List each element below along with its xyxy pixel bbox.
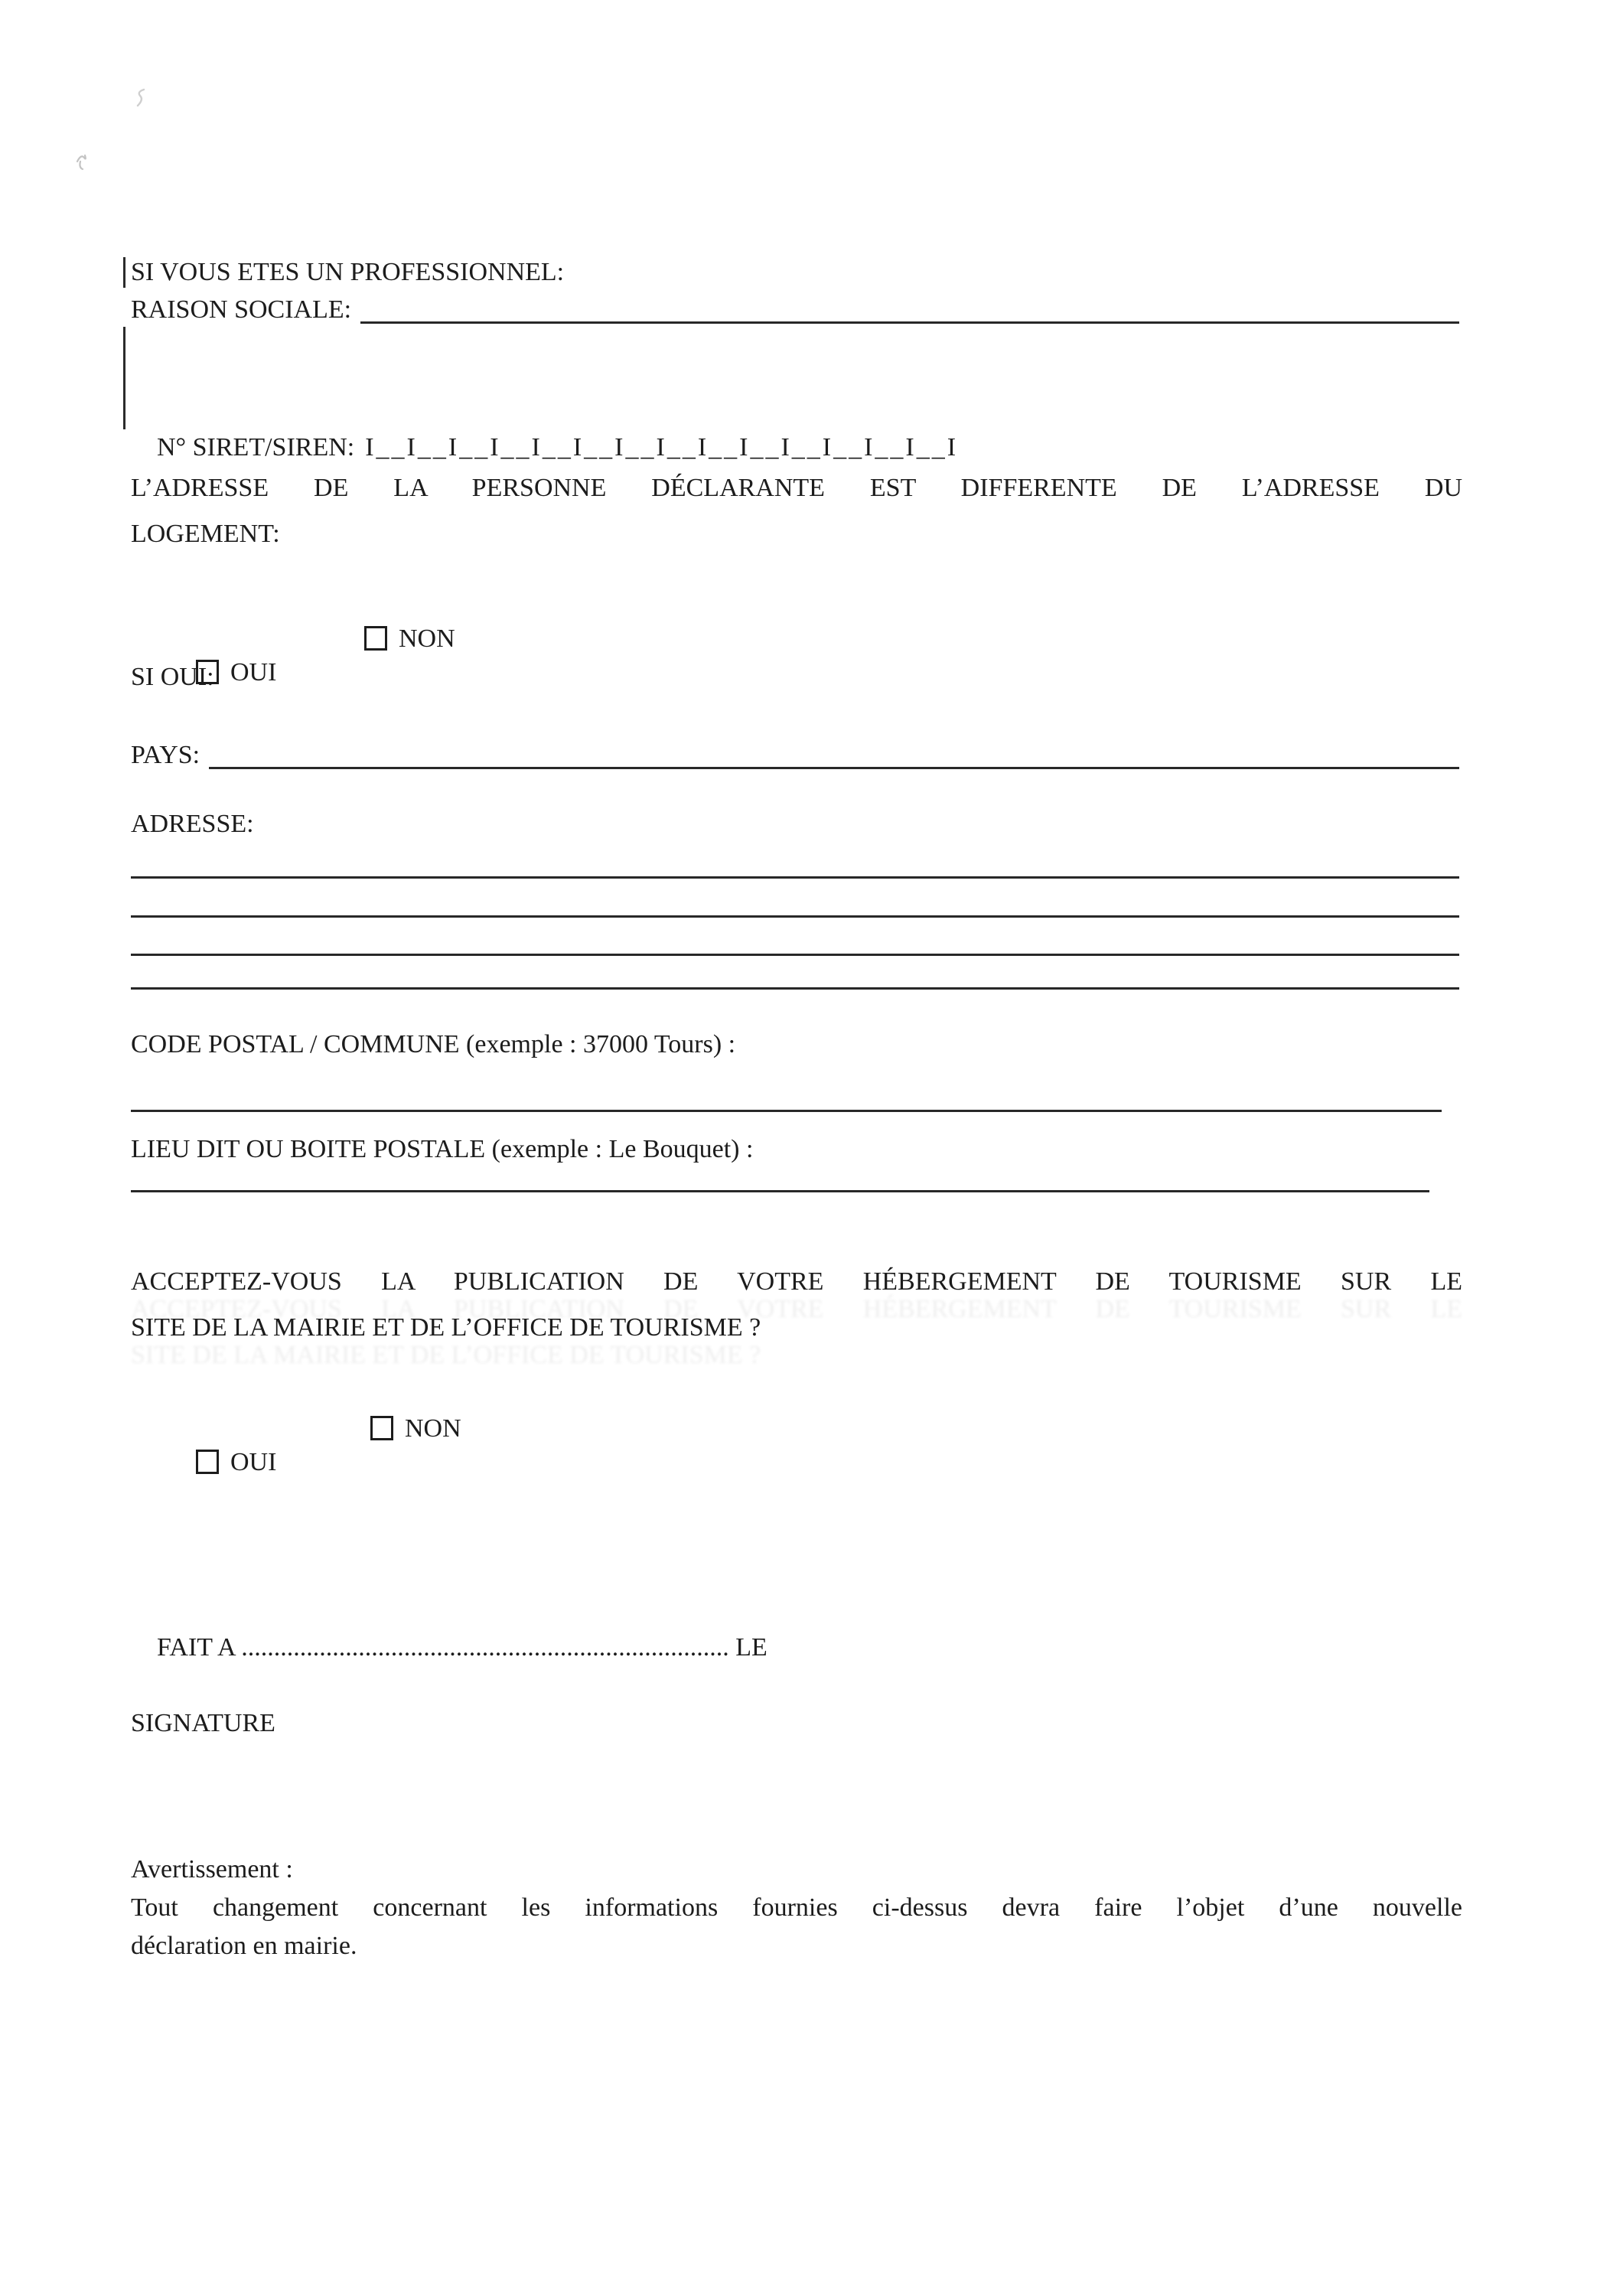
oui-label: OUI — [230, 658, 277, 687]
fait-a-input-dots[interactable]: ........................................................................... — [241, 1633, 729, 1662]
siret-input-boxes[interactable]: I__I__I__I__I__I__I__I__I__I__I__I__I__I__I — [365, 433, 959, 461]
address-question-text: L’ADRESSE DE LA PERSONNE DÉCLARANTE EST DIFFERENTE DE L’ADRESSE DU LOGEMENT: — [131, 474, 1462, 548]
code-postal-input-line[interactable] — [131, 1110, 1442, 1112]
pays-label: PAYS: — [131, 741, 200, 769]
oui-label: OUI — [230, 1448, 277, 1476]
warning-title: Avertissement : — [131, 1855, 293, 1883]
warning-text: Avertissement : Tout changement concernant les informations fournies ci-dessus devra faire l’objet d’une nouvelle déclaration en mairie. — [131, 1851, 1462, 1965]
le-label: LE — [735, 1633, 768, 1662]
code-postal-label: CODE POSTAL / COMMUNE (exemple : 37000 Tours) : — [131, 1030, 736, 1058]
margin-revision-bar — [123, 257, 125, 288]
signature-label: SIGNATURE — [131, 1709, 275, 1737]
professional-heading: SI VOUS ETES UN PROFESSIONNEL: — [131, 258, 565, 286]
si-oui-label: SI OUI: — [131, 663, 214, 691]
siret-label: N° SIRET/SIREN: — [157, 433, 355, 461]
adresse-input-line[interactable] — [131, 915, 1459, 918]
non-label: NON — [399, 625, 455, 653]
scan-speck-icon — [76, 152, 93, 172]
adresse-label: ADRESSE: — [131, 810, 254, 838]
raison-sociale-label: RAISON SOCIALE: — [131, 295, 352, 324]
checkbox-non[interactable] — [370, 1416, 393, 1440]
lieu-dit-label: LIEU DIT OU BOITE POSTALE (exemple : Le Bouquet) : — [131, 1135, 754, 1163]
adresse-input-line[interactable] — [131, 954, 1459, 956]
checkbox-non[interactable] — [364, 626, 387, 651]
margin-revision-bar — [123, 327, 125, 429]
publication-question-text: ACCEPTEZ-VOUS LA PUBLICATION DE VOTRE HÉBERGEMENT DE TOURISME SUR LE SITE DE LA MAIRIE ET DE L’OFFICE DE TOURISME ? — [131, 1267, 1462, 1342]
non-label: NON — [405, 1414, 461, 1443]
adresse-input-line[interactable] — [131, 987, 1459, 990]
raison-sociale-input-line[interactable] — [360, 293, 1459, 324]
pays-input-line[interactable] — [209, 739, 1459, 769]
lieu-dit-input-line[interactable] — [131, 1190, 1429, 1192]
scan-speck-icon — [135, 87, 150, 109]
checkbox-oui[interactable] — [196, 1450, 219, 1474]
fait-a-label: FAIT A — [157, 1633, 235, 1662]
adresse-input-line[interactable] — [131, 876, 1459, 879]
